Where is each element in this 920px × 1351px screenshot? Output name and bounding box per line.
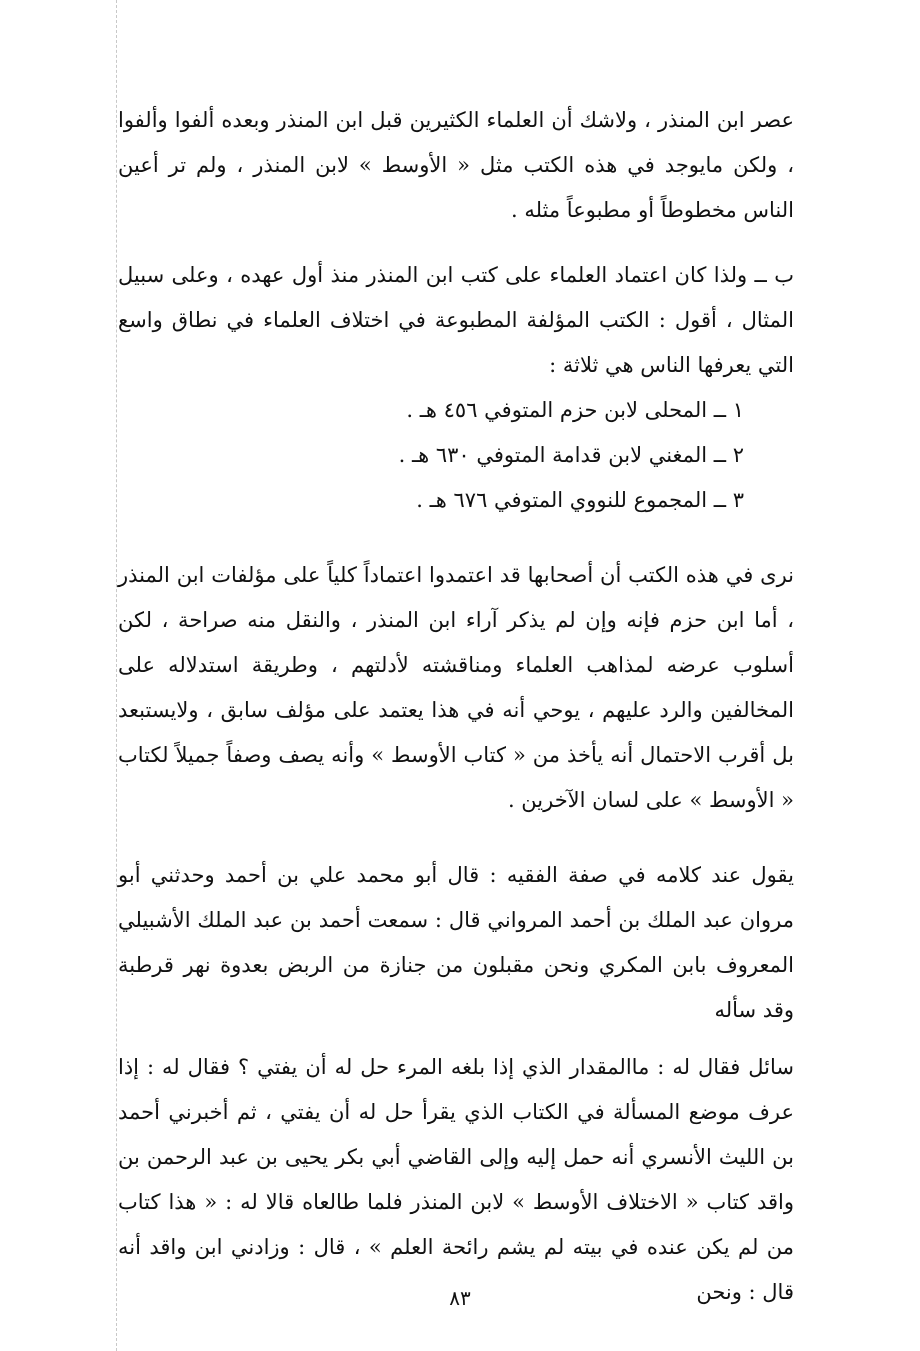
page-number: ٨٣ [449, 1286, 471, 1310]
paragraph-intro: عصر ابن المنذر ، ولاشك أن العلماء الكثيرين قبل ابن المنذر وبعده ألفوا وألفوا ، ولكن مايوجد في هذه الكتب مثل « الأوسط » لابن المنذر ، ولم تر أعين الناس مخطوطاً أو مطبوعاً مثله . [118, 108, 794, 222]
paragraph-section-b: ب ــ ولذا كان اعتماد العلماء على كتب ابن المنذر منذ أول عهده ، وعلى سبيل المثال ، أقول : الكتب المؤلفة المطبوعة في اختلاف العلماء في نطاق واسع التي يعرفها الناس هي ثلاثة : [118, 263, 794, 377]
paragraph-quote-intro: يقول عند كلامه في صفة الفقيه : قال أبو محمد علي بن أحمد وحدثني أبو مروان عبد الملك بن أحمد المرواني قال : سمعت أحمد بن عبد الملك الأشبيلي المعروف بابن المكري ونحن مقبلون من جنازة من الربض بعدوة نهر قرطبة وقد سأله [118, 863, 794, 1022]
list-item: ٣ ــ المجموع للنووي المتوفي ٦٧٦ هـ . [416, 488, 744, 512]
books-list [118, 388, 794, 523]
margin-rule [116, 0, 117, 1351]
paragraph-analysis: نرى في هذه الكتب أن أصحابها قد اعتمدوا اعتماداً كلياً على مؤلفات ابن المنذر ، أما ابن حزم فإنه وإن لم يذكر آراء ابن المنذر ، والنقل منه صراحة ، لكن أسلوب عرضه لمذاهب العلماء ومناقشته لأدلتهم ، وطريقة استدلاله على المخالفين والرد عليهم ، يوحي أنه في هذا يعتمد على مؤلف سابق ، ولايستبعد بل أقرب الاحتمال أنه يأخذ من « كتاب الأوسط » وأنه يصف وصفاً جميلاً لكتاب « الأوسط » على لسان الآخرين . [118, 563, 794, 812]
paragraph-quote: سائل فقال له : ماالمقدار الذي إذا بلغه المرء حل له أن يفتي ؟ فقال له : إذا عرف موضع المسألة في الكتاب الذي يقرأ حل له أن يفتي ، ثم أخبرني أحمد بن الليث الأنسري أنه حمل إليه وإلى القاضي أبي بكر يحيى بن عبد الرحمن بن واقد كتاب « الاختلاف الأوسط » لابن المنذر فلما طالعاه قالا له : « هذا كتاب من لم يكن عنده في بيته لم يشم رائحة العلم » ، قال : وزادني ابن واقد أنه قال : ونحن [118, 1055, 794, 1304]
list-item: ٢ ــ المغني لابن قدامة المتوفي ٦٣٠ هـ . [398, 443, 744, 467]
page-body [118, 98, 794, 1315]
list-item: ١ ــ المحلى لابن حزم المتوفي ٤٥٦ هـ . [406, 398, 744, 422]
